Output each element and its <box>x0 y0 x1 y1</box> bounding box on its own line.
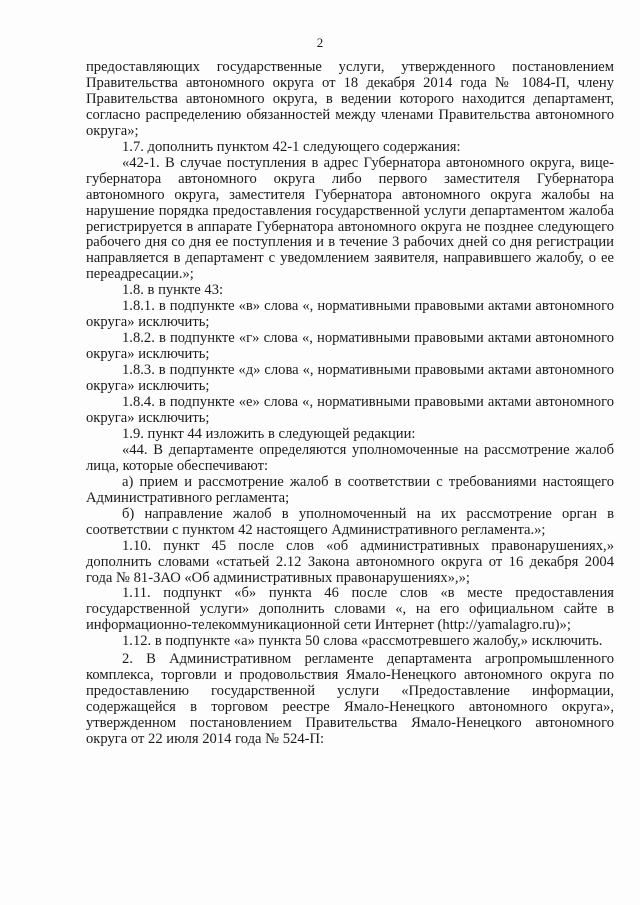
paragraph: 2. В Административном регламенте департамента агропромышленного комплекса, торговли и продовольствия Ямало-Ненецкого автономного округа по предоставлению государственной услуги «Предоставление информации, содержащейся в торговом реестре Ямало-Ненецкого автономного округа», утвержденном постановлением Правительства Ямало-Ненецкого автономного округа от 22 июля 2014 года № 524-П: <box>86 651 614 748</box>
paragraph: 1.11. подпункт «б» пункта 46 после слов «в месте предоставления государственной услуги» дополнить словами «, на его официальном сайте в информационно-телекоммуникационной сети Интернет (http://yamalagro.ru)»; <box>86 585 614 634</box>
paragraph: 1.8.3. в подпункте «д» слова «, нормативными правовыми актами автономного округа» исключить; <box>86 362 614 395</box>
paragraph: 1.10. пункт 45 после слов «об административных правонарушениях,» дополнить словами «статьей 2.12 Закона автономного округа от 16 декабря 2004 года № 81-ЗАО «Об административных правонарушениях»,»; <box>86 537 614 586</box>
paragraph: 1.8.1. в подпункте «в» слова «, нормативными правовыми актами автономного округа» исключить; <box>86 298 614 331</box>
page-number: 2 <box>316 35 324 50</box>
paragraph: «44. В департаменте определяются уполномоченные на рассмотрение жалоб лица, которые обеспечивают: <box>86 441 614 474</box>
paragraph: 1.8.4. в подпункте «е» слова «, нормативными правовыми актами автономного округа» исключить; <box>86 394 614 426</box>
paragraph: б) направление жалоб в уполномоченный на их рассмотрение орган в соответствии с пунктом 42 настоящего Административного регламента.»; <box>86 505 614 538</box>
paragraph: а) прием и рассмотрение жалоб в соответствии с требованиями настоящего Административного регламента; <box>86 473 614 506</box>
paragraph: предоставляющих государственные услуги, утвержденного постановлением Правительства автономного округа от 18 декабря 2014 года № 1084-П, члену Правительства автономного округа, в ведении которого находится департамент, согласно распределению обязанностей между членами Правительства автономного округа»; <box>86 59 614 139</box>
paragraph: 1.12. в подпункте «а» пункта 50 слова «рассмотревшего жалобу,» исключить. <box>122 633 603 650</box>
paragraph: 1.8.2. в подпункте «г» слова «, нормативными правовыми актами автономного округа» исключить; <box>86 330 614 363</box>
paragraph: 1.8. в пункте 43: <box>122 282 224 299</box>
paragraph: 1.7. дополнить пунктом 42-1 следующего содержания: <box>122 138 461 155</box>
paragraph: 1.9. пункт 44 изложить в следующей редакции: <box>122 425 416 442</box>
document-body <box>86 60 614 748</box>
paragraph: «42-1. В случае поступления в адрес Губернатора автономного округа, вице-губернатора автономного округа либо первого заместителя Губернатора автономного округа, заместителя Губернатора автономного округа жалобы на нарушение порядка предоставления государственной услуги департаментом жалоба регистрируется в аппарате Губернатора автономного округа не позднее следующего рабочего дня со дня ее поступления и в течение 3 рабочих дней со дня регистрации направляется в департамент с уведомлением заявителя, направившего жалобу, о ее переадресации.»; <box>86 154 614 283</box>
